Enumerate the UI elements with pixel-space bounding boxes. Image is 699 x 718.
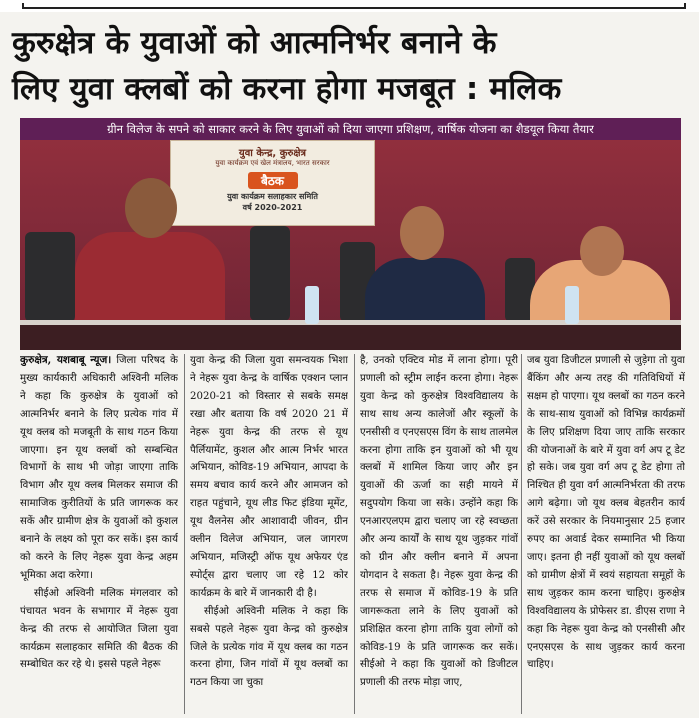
headline-line-1: कुरुक्षेत्र के युवाओं को आत्मनिर्भर बनाने के: [12, 25, 497, 61]
column-divider: [354, 354, 355, 714]
official-head: [400, 206, 444, 260]
paragraph: जिला परिषद के मुख्य कार्यकारी अधिकारी अश्विनी मलिक ने कहा कि कुरुक्षेत्र के युवाओं को आत्मनिर्भर बनाने के लिए प्रत्येक गांव में यूथ क्लब को मजबूती के साथ गठन किया जाएगा। इन यूथ क्लबों को सम्बन्धित विभागों के साथ भी जोड़ा जाएगा ताकि विभाग और यूथ क्लब मिलकर समाज की सामाजिक कुरीतियों के प्रति जागरूक कर सकें और ग्रामीण क्षेत्र के युवाओं को कुशल बनाने के लक्ष्य को पूरा कर सकें। इस कार्य को करने के लिए नेहरू युवा केन्द्र अहम भूमिका अदा करेगा।: [20, 355, 178, 581]
paragraph: सीईओ अश्विनी मलिक ने कहा कि सबसे पहले नेहरू युवा केन्द्र को कुरुक्षेत्र जिले के प्रत्येक गांव में यूथ क्लब का गठन करना होगा, जिन गांवों में यूथ क्लबों का गठन किया जा चुका: [190, 605, 348, 689]
article-column-1: [20, 352, 178, 718]
water-bottle: [565, 286, 579, 324]
official-figure: [365, 258, 485, 328]
chair: [250, 226, 290, 321]
banner-committee: युवा कार्यक्रम सलाहकार समिति: [227, 192, 318, 201]
speaker-head: [125, 178, 177, 238]
banner-year: वर्ष 2020-2021: [242, 203, 303, 212]
attendee-head: [580, 226, 624, 276]
article-column-3: [360, 352, 518, 718]
chair: [25, 232, 75, 322]
subheadline-strip: ग्रीन विलेज के सपने को साकार करने के लिए युवाओं को दिया जाएगा प्रशिक्षण, वार्षिक योजना का शैडयूल किया तैयार: [20, 118, 681, 140]
dateline: कुरुक्षेत्र, यशबाबू न्यूज।: [20, 354, 112, 366]
photo-banner: [170, 140, 375, 226]
paragraph: जब युवा डिजीटल प्रणाली से जुड़ेगा तो युवा बैंकिंग और अन्य तरह की गतिविधियों में सक्षम हो पाएगा। यूथ क्लबों का गठन करने के साथ-साथ युवाओं को विभिन्न कार्यक्रमों के लिए प्रशिक्षण दिया जाए ताकि सरकार की योजनाओं के बारे में युवा वर्ग अप टू डेट हो सके। जब युवा वर्ग अप टू डेट होगा तो निश्चित ही युवा वर्ग आत्मनिर्भरता की तरफ आगे बढ़ेगा। जो यूथ क्लब बेहतरीन कार्य करें उसे सरकार के नियमानुसार 25 हजार रुपए का अवार्ड देकर सम्मानित भी किया जाए। इतना ही नहीं युवाओं को यूथ क्लबों को ग्रामीण क्षेत्रों में स्वयं सहायता समूहों के साथ जुड़कर काम करना चाहिए। कुरुक्षेत्र विश्वविद्यालय के प्रोफेसर डा. डीएस राणा ने कहा कि नेहरू युवा केन्द्र को एनसीसी और एनएसएस के साथ जुड़कर कार्य करना चाहिए।: [527, 355, 685, 671]
article-column-2: [190, 352, 348, 718]
banner-ministry: युवा कार्यक्रम एवं खेल मंत्रालय, भारत सरकार: [215, 159, 330, 167]
meeting-photo: [20, 140, 681, 350]
water-bottle: [305, 286, 319, 324]
article-column-4: [527, 352, 685, 718]
article-body: [20, 352, 685, 718]
top-border: [0, 0, 699, 12]
banner-title: बैठक: [248, 172, 298, 189]
paragraph: सीईओ अश्विनी मलिक मंगलवार को पंचायत भवन के सभागार में नेहरू युवा केन्द्र की तरफ से आयोजित जिला युवा कार्यक्रम सलाहकार समिति की बैठक की सम्बोधित कर रहे थे। इससे पहले नेहरू: [20, 587, 178, 671]
paragraph: है, उनको एक्टिव मोड में लाना होगा। पूरी प्रणाली को स्ट्रीम लाईन करना होगा। नेहरू युवा केन्द्र को कुरुक्षेत्र विश्वविद्यालय के साथ साथ अन्य कालेजों और स्कूलों के एनसीसी व एनएसएस विंग के साथ तालमेल करना होगा ताकि इन युवाओं को भी यूथ क्लबों में शामिल किया जाए और इन युवाओं की ऊर्जा का सही मायने में सदुपयोग किया जा सके। उन्होंने कहा कि एनआरएलएम द्वारा चलाए जा रहे स्वच्छता और अन्य कार्यों के साथ यूथ जुड़कर गांवों को ग्रीन और क्लीन बनाने में अपना योगदान दे सकता है। नेहरू युवा केन्द्र की तरफ से समाज में कोविड-19 के प्रति जागरूकता लाने के लिए युवाओं को प्रशिक्षित करना होगा ताकि युवा लोगों को कोविड-19 के प्रति जागरूक कर सकें। सीईओ ने कहा कि युवाओं को डिजीटल प्रणाली की तरफ मोड़ा जाए,: [360, 355, 518, 689]
banner-org: युवा केन्द्र, कुरुक्षेत्र: [238, 148, 307, 159]
top-border-line: [22, 3, 686, 9]
column-divider: [184, 354, 185, 714]
paragraph: युवा केन्द्र की जिला युवा समन्वयक भिशा ने नेहरू युवा केन्द्र के वार्षिक एक्शन प्लान 2020-21 को विस्तार से सबके समक्ष रखा और बताया कि वर्ष 2020 21 में नेहरू युवा केन्द्र की तरफ से यूथ पैर्लियामेंट, कुशल और आत्म निर्भर भारत अभियान, कोविड-19 अभियान, आपदा के समय बचाव कार्य करने और आमजन को राहत पहुंचाने, यूथ लीड फिट इंडिया मूमेंट, यूथ वैलनेस और आशावादी जीवन, ग्रीन क्लीन विलेज अभियान, जल जागरण अभियान, मजिस्ट्री ऑफ यूथ अफेयर एंड स्पोर्ट्स द्वारा चलाए जा रहे 12 कोर कार्यक्रम के बारे में जानकारी दी है।: [190, 355, 348, 599]
table: [20, 325, 681, 350]
headline-line-2: लिए युवा क्लबों को करना होगा मजबूत : मलिक: [12, 71, 562, 107]
speaker-figure: [75, 232, 225, 330]
column-divider: [521, 354, 522, 714]
